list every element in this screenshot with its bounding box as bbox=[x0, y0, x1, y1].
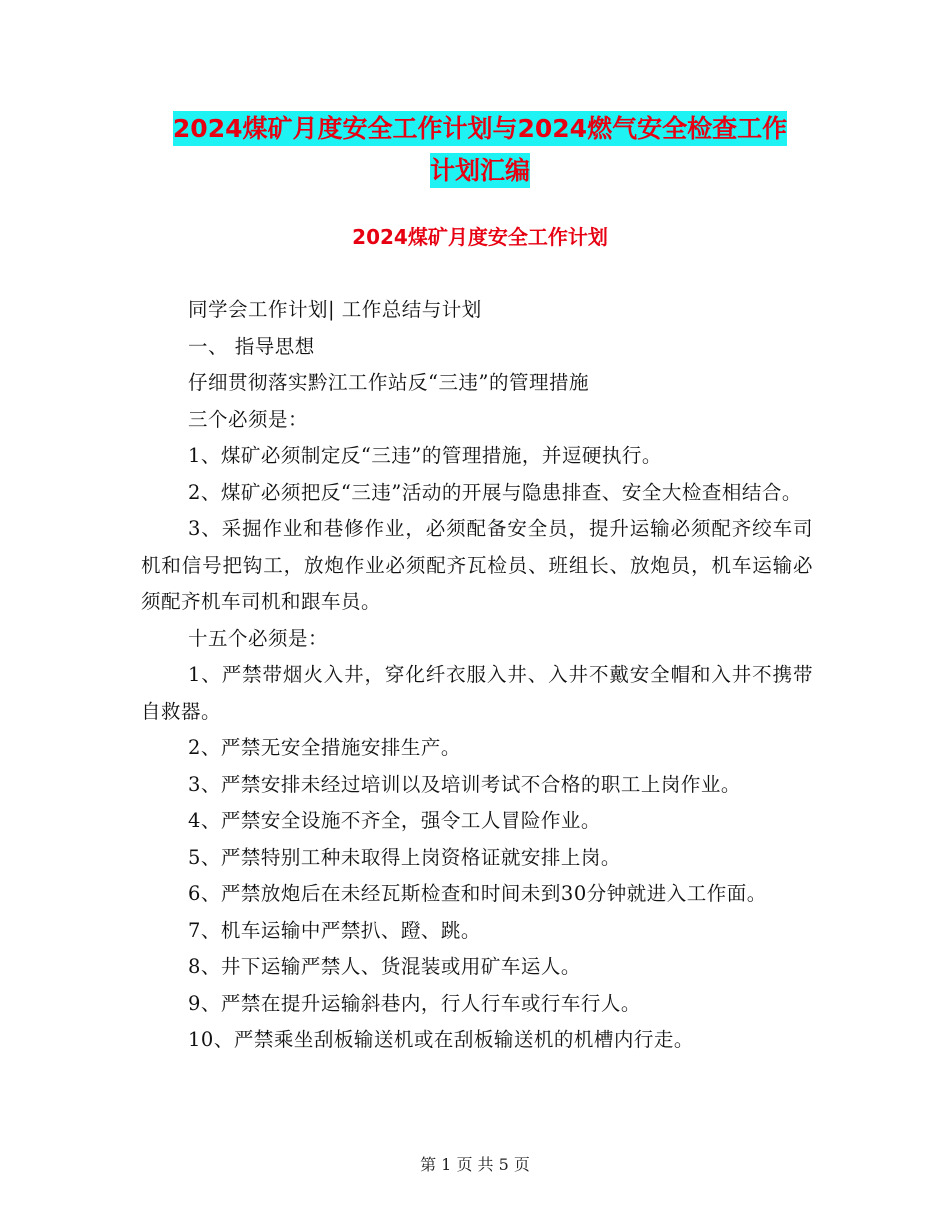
paragraph: 6、严禁放炮后在未经瓦斯检查和时间未到30分钟就进入工作面。 bbox=[188, 882, 767, 905]
paragraph: 5、严禁特别工种未取得上岗资格证就安排上岗。 bbox=[188, 845, 621, 869]
paragraph: 同学会工作计划| 工作总结与计划 bbox=[188, 298, 482, 321]
title-line-1: 2024煤矿月度安全工作计划与2024燃气安全检查工作 bbox=[173, 111, 787, 146]
paragraph: 2、煤矿必须把反“三违”活动的开展与隐患排查、安全大检查相结合。 bbox=[188, 480, 802, 504]
paragraph: 一、 指导思想 bbox=[188, 334, 315, 358]
paragraph: 8、井下运输严禁人、货混装或用矿车运人。 bbox=[188, 955, 581, 978]
paragraph: 9、严禁在提升运输斜巷内，行人行车或行车行人。 bbox=[188, 991, 641, 1015]
paragraph: 3、严禁安排未经过培训以及培训考试不合格的职工上岗作业。 bbox=[188, 772, 741, 796]
section-title: 2024煤矿月度安全工作计划 bbox=[352, 225, 608, 249]
paragraph: 1、严禁带烟火入井，穿化纤衣服入井、入井不戴安全帽和入井不携带自救器。 bbox=[141, 663, 813, 723]
paragraph: 3、采掘作业和巷修作业，必须配备安全员，提升运输必须配齐绞车司机和信号把钩工，放炮作业必须配齐瓦检员、班组长、放炮员，机车运输必须配齐机车司机和跟车员。 bbox=[141, 517, 813, 613]
paragraph: 仔细贯彻落实黔江工作站反“三违”的管理措施 bbox=[188, 371, 589, 394]
title-line-2: 计划汇编 bbox=[430, 153, 530, 188]
document-title bbox=[140, 108, 820, 192]
paragraph: 2、严禁无安全措施安排生产。 bbox=[188, 736, 461, 759]
paragraph: 10、严禁乘坐刮板输送机或在刮板输送机的机槽内行走。 bbox=[188, 1028, 694, 1051]
document-body bbox=[141, 292, 813, 1059]
page-footer: 第 1 页 共 5 页 bbox=[420, 1155, 530, 1174]
paragraph: 4、严禁安全设施不齐全，强令工人冒险作业。 bbox=[188, 809, 601, 832]
paragraph: 1、煤矿必须制定反“三违”的管理措施，并逗硬执行。 bbox=[188, 444, 662, 467]
paragraph: 十五个必须是： bbox=[188, 626, 329, 650]
paragraph: 7、机车运输中严禁扒、蹬、跳。 bbox=[188, 918, 481, 942]
paragraph: 三个必须是： bbox=[188, 407, 309, 431]
